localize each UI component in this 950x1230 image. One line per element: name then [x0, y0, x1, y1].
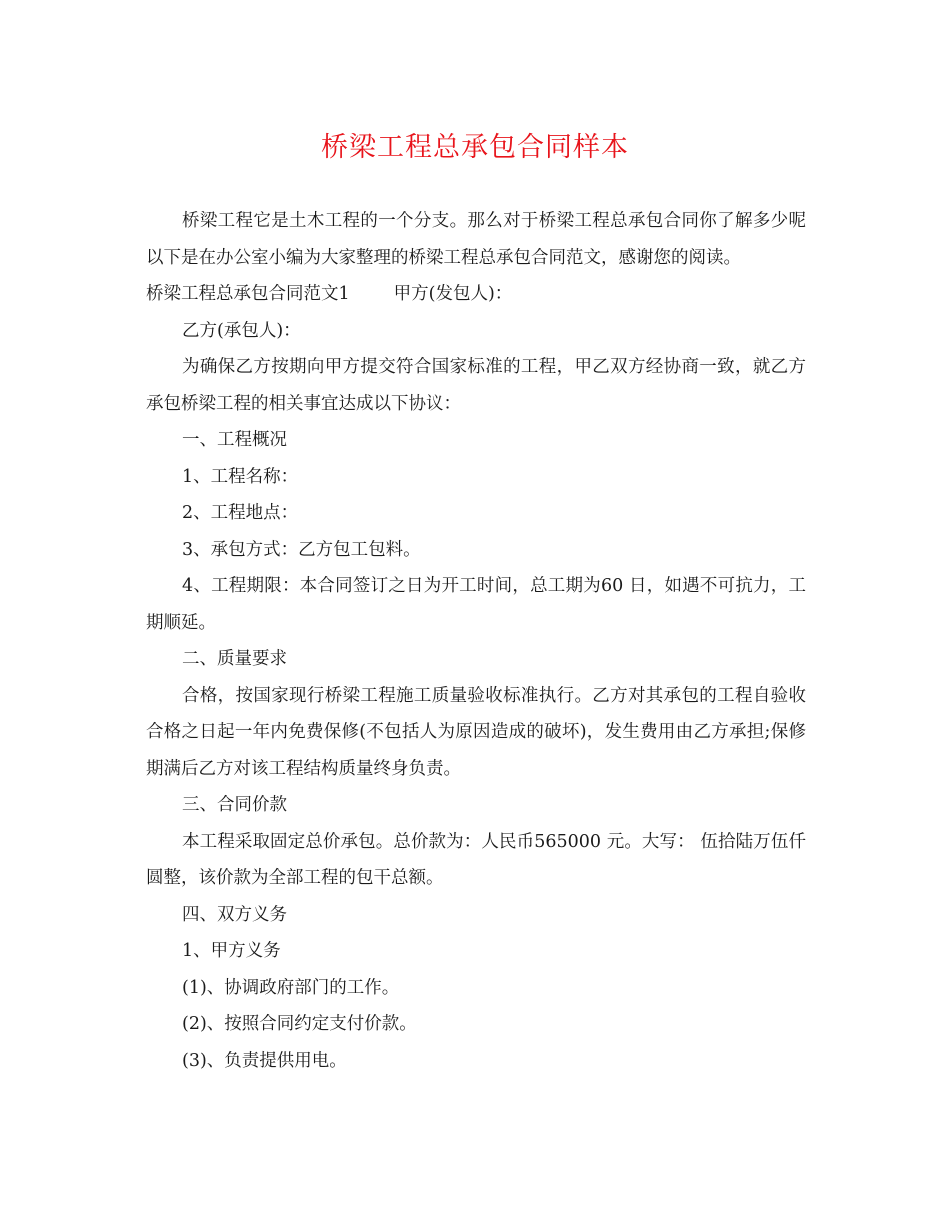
preamble-paragraph: 为确保乙方按期向甲方提交符合国家标准的工程，甲乙双方经协商一致，就乙方承包桥梁工程的相关事宜达成以下协议： [146, 357, 806, 414]
intro-paragraph: 桥梁工程它是土木工程的一个分支。那么对于桥梁工程总承包合同你了解多少呢以下是在办公室小编为大家整理的桥梁工程总承包合同范文，感谢您的阅读。 [146, 211, 806, 268]
obligation-item-1: (1)、协调政府部门的工作。 [182, 977, 400, 998]
item-party-a-obligations: 1、甲方义务 [182, 941, 281, 961]
party-a-label: 甲方(发包人)： [393, 284, 513, 304]
obligation-item-3: (3)、负责提供用电。 [182, 1050, 347, 1071]
section-heading-price: 三、合同价款 [182, 795, 287, 815]
document-title: 桥梁工程总承包合同样本 [321, 132, 629, 163]
item-project-period: 4、工程期限：本合同签订之日为开工时间，总工期为60 日，如遇不可抗力，工期顺延。 [146, 576, 806, 633]
quality-paragraph: 合格，按国家现行桥梁工程施工质量验收标准执行。乙方对其承包的工程自验收合格之日起一年内免费保修(不包括人为原因造成的破坏)，发生费用由乙方承担;保修期满后乙方对该工程结构质量终身负责。 [146, 685, 806, 779]
sample-heading: 桥梁工程总承包合同范文1 [146, 284, 350, 304]
sample-heading-line [146, 276, 806, 313]
document-body [146, 203, 806, 1079]
section-heading-obligations: 四、双方义务 [182, 904, 287, 925]
item-project-location: 2、工程地点： [182, 503, 299, 523]
item-contract-method: 3、承包方式：乙方包工包料。 [182, 539, 421, 560]
section-heading-overview: 一、工程概况 [182, 430, 287, 450]
section-heading-quality: 二、质量要求 [182, 649, 287, 669]
item-project-name: 1、工程名称： [182, 466, 299, 487]
party-b-label: 乙方(承包人)： [182, 320, 301, 341]
price-paragraph: 本工程采取固定总价承包。总价款为：人民币565000 元。大写： 伍拾陆万伍仟圆整，该价款为全部工程的包干总额。 [146, 831, 806, 888]
obligation-item-2: (2)、按照合同约定支付价款。 [182, 1014, 417, 1034]
